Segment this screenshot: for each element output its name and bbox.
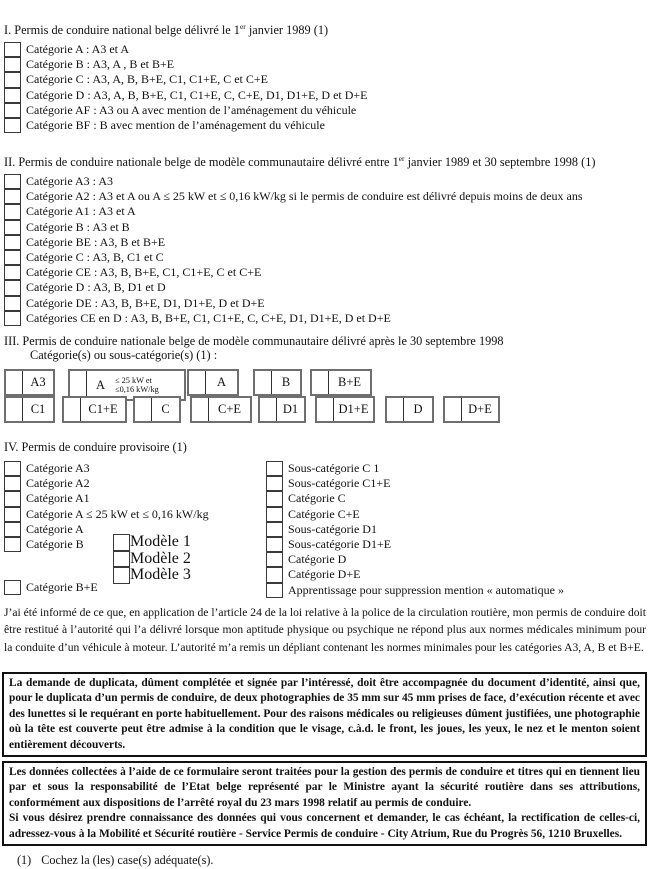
checkbox[interactable]: [6, 398, 23, 421]
checkbox-row: [4, 189, 647, 204]
row-label: Catégorie C : A3, A, B, B+E, C1, C1+E, C et C+E: [26, 72, 268, 87]
row-label: Sous-catégorie C1+E: [288, 476, 391, 491]
row-label: Catégorie A2 : A3 et A ou A ≤ 25 kW et ≤ 0,16 kW/kg si le permis de conduire est délivré depuis moins de deux ans: [26, 189, 583, 204]
row-label: Apprentissage pour suppression mention « automatique »: [288, 582, 564, 597]
category-box: [315, 396, 375, 423]
checkbox[interactable]: [4, 42, 21, 57]
data-privacy-text-1: Les données collectées à l’aide de ce formulaire seront traitées pour la gestion des permis de conduire et titres qui en tiennent lieu par et sous la responsabilité de l’Etat belge représenté par le Ministre ayant la sécurité routière dans ses attributions, conformément aux dispositions de l’arrêté royal du 23 mars 1998 relatif au permis de conduire.: [9, 766, 640, 809]
row-label: Modèle 2: [130, 549, 191, 567]
row-label: Catégorie A1: [26, 491, 90, 506]
footnote-text: Cochez la (les) case(s) adéquate(s).: [41, 853, 214, 867]
row-label: Catégorie A1 : A3 et A: [26, 204, 136, 219]
checkbox[interactable]: [4, 280, 21, 295]
row-label: Sous-catégorie D1+E: [288, 536, 392, 551]
row-label: Sous-catégorie C 1: [288, 461, 380, 475]
checkbox-row: [4, 174, 647, 189]
checkbox[interactable]: [266, 552, 283, 567]
category-box-label: D: [413, 402, 423, 416]
checkbox-row: [4, 204, 647, 219]
footnote: [17, 853, 213, 868]
section-ii: [4, 152, 647, 326]
checkbox-row: [266, 461, 564, 476]
checkbox[interactable]: [4, 103, 21, 118]
checkbox-row: [113, 534, 191, 551]
checkbox[interactable]: [192, 398, 209, 421]
checkbox-row: [113, 551, 191, 568]
checkbox-row: [4, 103, 647, 118]
checkbox[interactable]: [266, 567, 283, 582]
duplicata-notice-box: [2, 672, 647, 757]
checkbox-row: [4, 461, 209, 476]
checkbox-row: [4, 507, 209, 522]
categorie-be-row: [4, 580, 98, 595]
checkbox-row: [266, 522, 564, 537]
checkbox[interactable]: [4, 507, 21, 522]
row-label: Catégorie A3 : A3: [26, 174, 113, 189]
checkbox-row: [4, 296, 647, 311]
duplicata-notice-text: La demande de duplicata, dûment complétée et signée par l’intéressé, doit être accompagnée du document d’identité, ainsi que, pour le duplicata d’un permis de conduire, de deux photographies de 35 mm sur 45 mm prises de face, d’exécution récente et avec des lunettes si le requérant en porte habituellement. Pour des raisons médicales ou religieuses dûment justifiées, une photographie où la tête est couverte peut être admise à la condition que le visage, c.à.d. le front, les joues, les yeux, le nez et le menton soient entièrement découverts.: [9, 677, 640, 751]
checkbox[interactable]: [266, 476, 283, 491]
section-i-title: I. Permis de conduire national belge délivré le 1er janvier 1989 (1): [4, 22, 329, 38]
checkbox[interactable]: [4, 250, 21, 265]
category-a-power-note: ≤ 25 kW et ≤0,16 kW/kg: [115, 375, 159, 394]
category-box: [310, 369, 372, 396]
checkbox[interactable]: [4, 491, 21, 506]
checkbox[interactable]: [4, 311, 21, 326]
section-i: [4, 20, 647, 133]
row-label: Catégorie A: [26, 521, 84, 536]
row-label: Catégorie B: [26, 536, 84, 551]
checkbox[interactable]: [113, 551, 130, 568]
row-label: Modèle 3: [130, 566, 191, 584]
checkbox-row: [4, 57, 647, 72]
data-privacy-text-2: Si vous désirez prendre connaissance des données qui vous concernent et demander, le cas échéant, la rectification de celles-ci, adressez-vous à la Mobilité et Sécurité routière - Service Permis de conduire - City Atrium, Rue du Progrès 56, 1210 Bruxelles.: [9, 812, 640, 840]
section-iv: [4, 440, 647, 600]
checkbox[interactable]: [4, 72, 21, 87]
category-box-label: D1: [282, 402, 299, 416]
checkbox-row: [266, 476, 564, 491]
checkbox[interactable]: [4, 235, 21, 250]
checkbox-row: [4, 118, 647, 133]
category-box-label: C1: [30, 402, 46, 416]
checkbox[interactable]: [4, 57, 21, 72]
row-label: Catégorie B+E: [26, 580, 98, 594]
category-box: [253, 369, 302, 396]
section-iv-right-column: [266, 461, 564, 598]
checkbox[interactable]: [266, 491, 283, 506]
checkbox-row: [266, 583, 564, 598]
row-label: Modèle 1: [130, 533, 191, 551]
category-box-label: B: [281, 375, 291, 389]
category-box-label: C: [161, 402, 170, 416]
checkbox[interactable]: [189, 371, 206, 394]
checkbox[interactable]: [312, 371, 329, 394]
model-boxes: [113, 534, 191, 584]
row-label: Catégorie D : A3, B, D1 et D: [26, 280, 166, 295]
checkbox-row: [266, 491, 564, 506]
checkbox-row: [266, 567, 564, 582]
section-iii: [4, 334, 647, 426]
row-label: Catégorie BE : A3, B et B+E: [26, 234, 166, 249]
category-box: [443, 396, 500, 423]
section-ii-rows: [4, 174, 647, 326]
row-label: Catégorie D: [288, 552, 347, 567]
row-label: Catégorie CE : A3, B, B+E, C1, C1+E, C et C+E: [26, 265, 262, 280]
category-box-label: D+E: [468, 402, 492, 416]
checkbox[interactable]: [6, 371, 23, 394]
checkbox-row: [4, 72, 647, 87]
checkbox[interactable]: [387, 398, 404, 421]
checkbox-row: [4, 491, 209, 506]
checkbox[interactable]: [317, 398, 334, 421]
checkbox-row: [4, 235, 647, 250]
checkbox[interactable]: [4, 189, 21, 204]
category-box-label: C+E: [217, 402, 242, 416]
checkbox[interactable]: [260, 398, 277, 421]
checkbox-row: [266, 552, 564, 567]
row-label: Catégorie D : A3, A, B, B+E, C1, C1+E, C, C+E, D1, D1+E, D et D+E: [26, 87, 368, 102]
row-label: Sous-catégorie D1: [288, 521, 377, 536]
data-privacy-notice-box: [2, 761, 647, 846]
section-iii-title: III. Permis de conduire nationale belge de modèle communautaire délivré après le 30 septembre 1998: [4, 334, 504, 348]
checkbox-row: [4, 311, 647, 326]
checkbox-row: [266, 537, 564, 552]
category-box-label: B+E: [337, 375, 362, 389]
section-iv-title: IV. Permis de conduire provisoire (1): [4, 440, 187, 454]
checkbox-row: [4, 42, 647, 57]
checkbox-row: [4, 88, 647, 103]
category-a-note: [87, 371, 184, 399]
section-iii-subtitle: Catégorie(s) ou sous-catégorie(s) (1) :: [30, 348, 218, 362]
checkbox[interactable]: [4, 476, 21, 491]
category-box: [4, 396, 55, 423]
checkbox[interactable]: [445, 398, 462, 421]
category-box-label: A3: [30, 375, 46, 389]
checkbox[interactable]: [113, 567, 130, 584]
checkbox-row: [4, 250, 647, 265]
checkbox[interactable]: [4, 580, 21, 595]
row-label: Catégorie B : A3, A , B et B+E: [26, 57, 175, 72]
checkbox[interactable]: [4, 220, 21, 235]
checkbox-row: [4, 280, 647, 295]
row-label: Catégorie DE : A3, B, B+E, D1, D1+E, D et D+E: [26, 295, 265, 310]
category-box: [187, 369, 239, 396]
category-box: [133, 396, 181, 423]
section-i-rows: [4, 42, 647, 133]
section-ii-title: II. Permis de conduire nationale belge de modèle communautaire délivré entre 1er janvier 1989 et 30 septembre 1998 (1): [4, 154, 596, 170]
checkbox[interactable]: [4, 118, 21, 133]
checkbox-row: [4, 476, 209, 491]
checkbox-row: [113, 567, 191, 584]
row-label: Catégorie C: [288, 491, 346, 506]
category-box: [258, 396, 306, 423]
category-box-label: A: [216, 375, 227, 389]
checkbox[interactable]: [64, 398, 81, 421]
row-label: Catégorie B : A3 et B: [26, 219, 130, 234]
checkbox[interactable]: [255, 371, 272, 394]
row-label: Catégorie A3: [26, 461, 90, 475]
category-box: [4, 369, 55, 396]
checkbox-row: [4, 220, 647, 235]
row-label: Catégorie C : A3, B, C1 et C: [26, 250, 164, 265]
checkbox[interactable]: [70, 371, 87, 399]
checkbox[interactable]: [4, 88, 21, 103]
row-label: Catégorie A : A3 et A: [26, 42, 129, 57]
checkbox[interactable]: [266, 507, 283, 522]
category-box-label: D1+E: [338, 402, 369, 416]
checkbox[interactable]: [4, 296, 21, 311]
checkbox[interactable]: [135, 398, 152, 421]
checkbox-row: [4, 265, 647, 280]
informed-paragraph: J’ai été informé de ce que, en application de l’article 24 de la loi relative à la police de la circulation routière, mon permis de conduire doit être restitué à l’autorité qui l’a délivré lorsque mon aptitude physique ou psychique ne répond plus aux normes médicales minimum pour la conduite d’un véhicule à moteur. L’autorité m’a remis un dépliant contenant les normes minimales pour les catégories A3, A, B et B+E.: [4, 606, 646, 654]
category-box-label: C1+E: [88, 402, 118, 416]
checkbox[interactable]: [4, 174, 21, 189]
checkbox-row: [4, 580, 98, 595]
checkbox[interactable]: [266, 461, 283, 476]
checkbox[interactable]: [266, 522, 283, 537]
checkbox[interactable]: [4, 461, 21, 476]
category-box: [190, 396, 252, 423]
row-label: Catégorie BF : B avec mention de l’aménagement du véhicule: [26, 118, 325, 133]
checkbox-row: [266, 507, 564, 522]
checkbox[interactable]: [4, 522, 21, 537]
checkbox[interactable]: [4, 537, 21, 552]
category-box-label: A: [96, 377, 106, 392]
row-label: Catégorie A ≤ 25 kW et ≤ 0,16 kW/kg: [26, 506, 209, 521]
checkbox[interactable]: [266, 537, 283, 552]
row-label: Catégorie A2: [26, 476, 90, 491]
checkbox[interactable]: [113, 534, 130, 551]
row-label: Catégorie D+E: [288, 567, 361, 582]
row-label: Catégorie AF : A3 ou A avec mention de l’aménagement du véhicule: [26, 102, 357, 117]
category-box: [385, 396, 434, 423]
row-label: Catégorie C+E: [288, 506, 360, 521]
checkbox[interactable]: [266, 583, 283, 598]
row-label: Catégories CE en D : A3, B, B+E, C1, C1+E, C, C+E, D1, D1+E, D et D+E: [26, 310, 391, 325]
checkbox[interactable]: [4, 265, 21, 280]
footnote-marker: (1): [17, 853, 32, 867]
category-box: [62, 396, 127, 423]
checkbox[interactable]: [4, 204, 21, 219]
